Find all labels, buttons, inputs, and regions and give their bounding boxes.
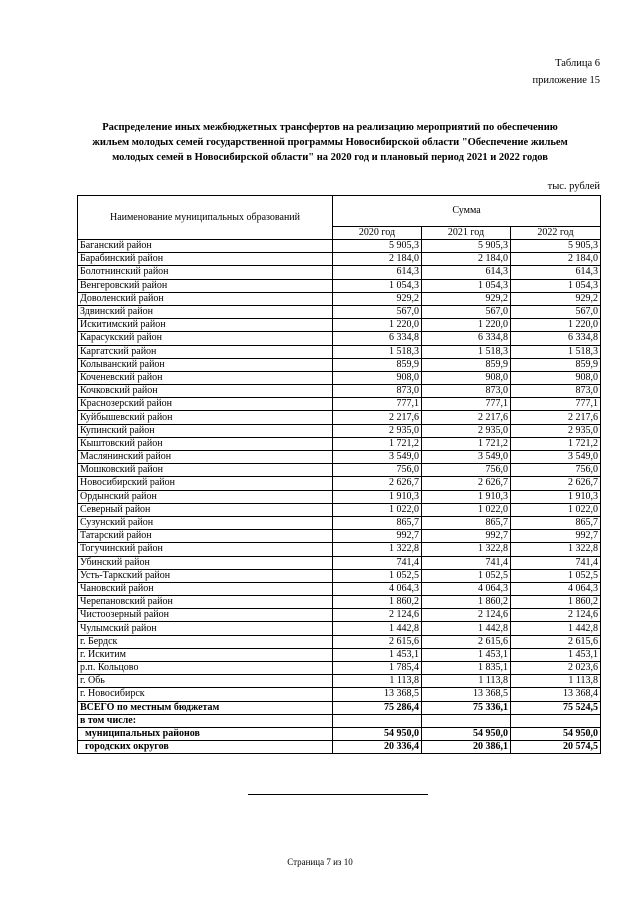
row-name: Северный район [78,503,333,516]
row-value: 741,4 [422,556,511,569]
row-value: 859,9 [422,358,511,371]
table-row [78,437,601,450]
row-value: 2 124,6 [511,609,601,622]
row-value: 1 052,5 [511,569,601,582]
table-row [78,358,601,371]
appendix-label: приложение 15 [532,75,600,86]
row-value: 1 054,3 [511,279,601,292]
row-value: 75 286,4 [333,701,422,714]
row-value: 929,2 [511,292,601,305]
title-line: молодых семей в Новосибирской области" на 2020 год и плановый период 2021 и 2022 годов [112,152,548,163]
table-row [78,556,601,569]
row-name: Татарский район [78,530,333,543]
row-value: 1 022,0 [511,503,601,516]
row-value: 1 518,3 [511,345,601,358]
row-value: 1 113,8 [511,675,601,688]
row-value: 3 549,0 [511,451,601,464]
row-value: 1 721,2 [333,437,422,450]
including-row [78,714,601,727]
row-value: 1 052,5 [422,569,511,582]
row-value: 2 184,0 [511,253,601,266]
document-title [60,120,600,165]
row-value: 873,0 [333,385,422,398]
row-name: Чулымский район [78,622,333,635]
row-value: 5 905,3 [422,240,511,253]
row-value: 1 860,2 [333,596,422,609]
table-row [78,279,601,292]
table-row [78,305,601,318]
row-value: 777,1 [333,398,422,411]
table-row [78,266,601,279]
row-name: г. Обь [78,675,333,688]
row-value: 741,4 [511,556,601,569]
row-value: 3 549,0 [333,451,422,464]
row-value: 1 910,3 [333,490,422,503]
row-value: 1 113,8 [333,675,422,688]
row-value: 1 910,3 [511,490,601,503]
row-value: 5 905,3 [511,240,601,253]
row-value: 6 334,8 [333,332,422,345]
table-row [78,398,601,411]
row-value: 1 910,3 [422,490,511,503]
row-name: Маслянинский район [78,451,333,464]
row-value: 908,0 [511,371,601,384]
row-value: 929,2 [333,292,422,305]
table-row [78,503,601,516]
table-row [78,688,601,701]
row-name: Чистоозерный район [78,609,333,622]
row-name: Купинский район [78,424,333,437]
table-row [78,490,601,503]
row-value: 1 220,0 [511,319,601,332]
row-value: 2 626,7 [422,477,511,490]
row-value: 2 935,0 [333,424,422,437]
row-value: 1 721,2 [511,437,601,450]
row-value: 2 626,7 [511,477,601,490]
column-header-name: Наименование муниципальных образований [78,196,333,240]
table-row [78,332,601,345]
row-value: 4 064,3 [422,582,511,595]
row-value: 865,7 [333,516,422,529]
table-row [78,662,601,675]
row-value: 908,0 [422,371,511,384]
row-name: Барабинский район [78,253,333,266]
row-value: 1 442,8 [511,622,601,635]
table-row [78,635,601,648]
row-name: Доволенский район [78,292,333,305]
row-name: Болотнинский район [78,266,333,279]
column-header-sum: Сумма [333,196,601,227]
row-value: 13 368,4 [511,688,601,701]
row-value: 2 935,0 [422,424,511,437]
table-row [78,371,601,384]
row-value: 2 184,0 [333,253,422,266]
row-value: 4 064,3 [511,582,601,595]
row-name: Мошковский район [78,464,333,477]
page-footer: Страница 7 из 10 [287,857,353,867]
row-name: Коченевский район [78,371,333,384]
row-value: 20 574,5 [511,741,601,754]
table-row [78,596,601,609]
transfers-table [77,195,601,754]
row-value: 1 518,3 [422,345,511,358]
row-value: 741,4 [333,556,422,569]
row-value [422,714,511,727]
table-row [78,675,601,688]
row-value: 614,3 [333,266,422,279]
title-line: жильем молодых семей государственной программы Новосибирской области "Обеспечение жильем [92,137,568,148]
row-name: Куйбышевский район [78,411,333,424]
row-value: 1 442,8 [422,622,511,635]
row-value: 2 615,6 [333,635,422,648]
row-value: 2 217,6 [422,411,511,424]
row-value: 4 064,3 [333,582,422,595]
row-name: Здвинский район [78,305,333,318]
row-name: Баганский район [78,240,333,253]
row-value: 5 905,3 [333,240,422,253]
row-name: Сузунский район [78,516,333,529]
row-value: 13 368,5 [333,688,422,701]
row-value: 2 124,6 [333,609,422,622]
row-name: Кыштовский район [78,437,333,450]
row-value: 20 386,1 [422,741,511,754]
row-value: 1 860,2 [422,596,511,609]
table-row [78,253,601,266]
table-row [78,622,601,635]
column-header-year: 2022 год [511,227,601,240]
table-number: Таблица 6 [555,58,600,69]
row-value: 1 054,3 [333,279,422,292]
row-value: 2 184,0 [422,253,511,266]
row-value: 2 626,7 [333,477,422,490]
row-value: 1 054,3 [422,279,511,292]
row-value: 2 615,6 [422,635,511,648]
row-value: 756,0 [422,464,511,477]
table-row [78,292,601,305]
title-line: Распределение иных межбюджетных трансфертов на реализацию мероприятий по обеспечению [102,122,558,133]
table-row [78,516,601,529]
table-row [78,582,601,595]
table-row [78,424,601,437]
table-row [78,569,601,582]
row-value: 2 124,6 [422,609,511,622]
row-value: 1 518,3 [333,345,422,358]
row-value: 614,3 [422,266,511,279]
row-name: г. Бердск [78,635,333,648]
row-name: Усть-Таркский район [78,569,333,582]
row-name: Тогучинский район [78,543,333,556]
table-row [78,648,601,661]
row-value: 992,7 [422,530,511,543]
row-value: 1 785,4 [333,662,422,675]
row-value: 777,1 [511,398,601,411]
row-name: Чановский район [78,582,333,595]
row-name: муниципальных районов [78,727,333,740]
row-name: Новосибирский район [78,477,333,490]
total-row [78,701,601,714]
row-name: Ордынский район [78,490,333,503]
row-value: 1 220,0 [422,319,511,332]
row-name: городских округов [78,741,333,754]
row-value: 1 022,0 [333,503,422,516]
row-value: 20 336,4 [333,741,422,754]
row-value: 2 615,6 [511,635,601,648]
row-value: 859,9 [511,358,601,371]
table-row [78,464,601,477]
row-value: 1 022,0 [422,503,511,516]
separator-line [248,794,428,795]
subtotal-row [78,727,601,740]
row-value: 777,1 [422,398,511,411]
table-row [78,477,601,490]
row-value: 54 950,0 [333,727,422,740]
row-value: 908,0 [333,371,422,384]
row-name: р.п. Кольцово [78,662,333,675]
row-value: 54 950,0 [422,727,511,740]
row-value: 567,0 [422,305,511,318]
table-row [78,385,601,398]
row-value: 756,0 [333,464,422,477]
row-value: 873,0 [422,385,511,398]
row-value: 2 217,6 [511,411,601,424]
row-name: Кочковский район [78,385,333,398]
row-value: 1 453,1 [422,648,511,661]
table-row [78,451,601,464]
row-value: 1 453,1 [511,648,601,661]
row-name: Каргатский район [78,345,333,358]
row-name: Искитимский район [78,319,333,332]
row-value: 756,0 [511,464,601,477]
row-value: 873,0 [511,385,601,398]
table-row [78,411,601,424]
row-value: 992,7 [333,530,422,543]
row-name: Убинский район [78,556,333,569]
row-name: г. Новосибирск [78,688,333,701]
row-name: в том числе: [78,714,333,727]
row-name: Карасукский район [78,332,333,345]
row-value [333,714,422,727]
table-row [78,609,601,622]
row-value: 567,0 [333,305,422,318]
row-name: Колыванский район [78,358,333,371]
row-value: 2 217,6 [333,411,422,424]
row-value: 567,0 [511,305,601,318]
unit-label: тыс. рублей [547,181,600,192]
row-value: 992,7 [511,530,601,543]
row-value: 54 950,0 [511,727,601,740]
row-value: 1 721,2 [422,437,511,450]
row-value: 865,7 [422,516,511,529]
row-value: 859,9 [333,358,422,371]
row-value [511,714,601,727]
row-value: 1 322,8 [333,543,422,556]
row-value: 1 453,1 [333,648,422,661]
table-row [78,543,601,556]
column-header-year: 2020 год [333,227,422,240]
table-row [78,319,601,332]
row-name: Краснозерский район [78,398,333,411]
row-name: г. Искитим [78,648,333,661]
subtotal-row [78,741,601,754]
row-name: Венгеровский район [78,279,333,292]
row-value: 1 220,0 [333,319,422,332]
row-value: 75 524,5 [511,701,601,714]
row-value: 13 368,5 [422,688,511,701]
row-value: 2 935,0 [511,424,601,437]
row-value: 1 113,8 [422,675,511,688]
row-value: 865,7 [511,516,601,529]
table-row [78,530,601,543]
row-value: 929,2 [422,292,511,305]
row-value: 3 549,0 [422,451,511,464]
table-row [78,345,601,358]
row-value: 1 835,1 [422,662,511,675]
row-value: 1 860,2 [511,596,601,609]
row-value: 1 052,5 [333,569,422,582]
row-value: 1 322,8 [511,543,601,556]
table-row [78,240,601,253]
row-value: 614,3 [511,266,601,279]
column-header-year: 2021 год [422,227,511,240]
row-value: 2 023,6 [511,662,601,675]
row-value: 6 334,8 [511,332,601,345]
row-value: 75 336,1 [422,701,511,714]
row-value: 1 322,8 [422,543,511,556]
row-name: Черепановский район [78,596,333,609]
row-name: ВСЕГО по местным бюджетам [78,701,333,714]
row-value: 1 442,8 [333,622,422,635]
row-value: 6 334,8 [422,332,511,345]
